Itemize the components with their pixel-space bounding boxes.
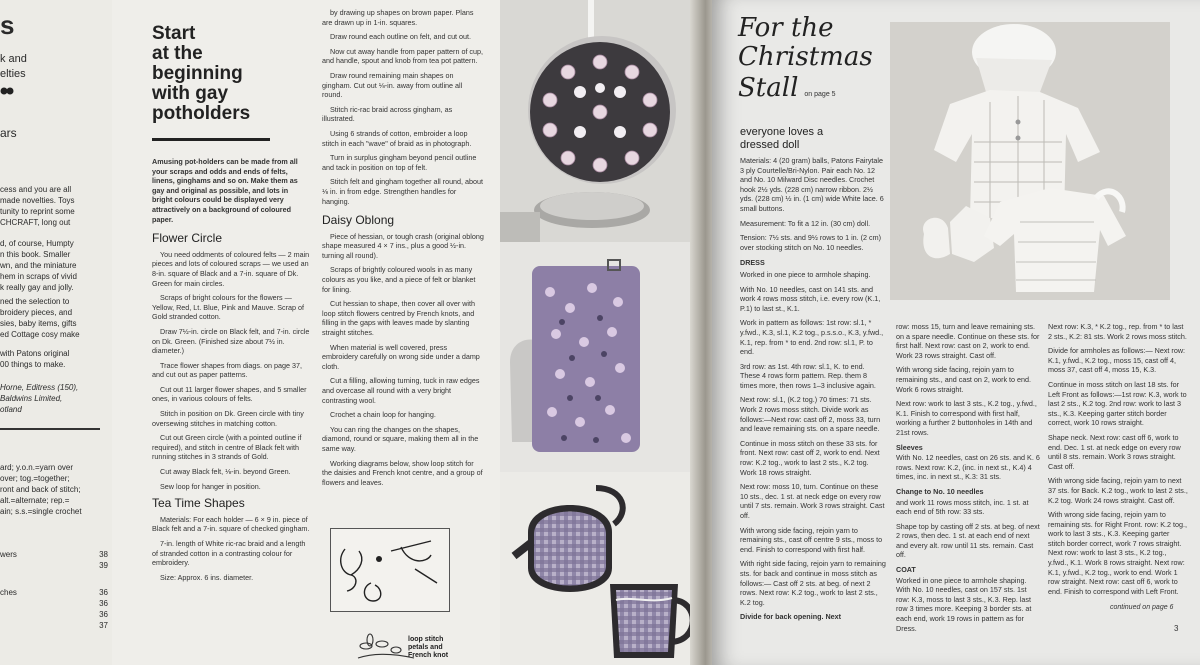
pattern-paragraph: Continue in moss stitch on last 18 sts. for Left Front as follows:—1st row: K.3, work to last 2 sts., K.2 tog. 2nd row: work to last 3 sts., K.3. Keeping garter stitch border correct, work 10 rows straight.	[1048, 379, 1187, 428]
edge-divider	[0, 428, 100, 430]
potholders-page	[112, 0, 712, 665]
coat-heading: COAT	[896, 565, 916, 575]
pattern-paragraph: With No. 10 needles, cast on 141 sts. and work 4 rows moss stitch, i.e. every row (K.1, P.1) to last st., K.1.	[740, 284, 881, 313]
flower-circle-photo	[500, 0, 708, 242]
edge-text-a	[0, 52, 108, 82]
pattern-paragraph: With wrong side facing, rejoin yarn to remaining sts., and cast on 2, work to end. Work 6 rows straight.	[896, 365, 1032, 394]
title-line: with gay	[152, 83, 229, 104]
body-paragraph: Trace flower shapes from diags. on page 37, and cut out as paper patterns.	[152, 360, 302, 380]
sleeves-heading: Sleeves	[896, 442, 923, 452]
index-row	[0, 550, 108, 561]
index-label: ches	[0, 588, 17, 597]
edge-line: ed Cottage cosy make	[0, 330, 80, 339]
title-line: Christmas	[738, 42, 873, 72]
index-num: 38	[99, 550, 108, 559]
pattern-column-1	[740, 156, 886, 656]
edge-line: tunity to reprint some	[0, 207, 75, 216]
stitch-diagram-icon	[331, 529, 449, 611]
edge-text-b	[0, 128, 108, 139]
edge-line: 00 things to make.	[0, 360, 66, 369]
edge-text-g	[0, 382, 108, 415]
flower-circle-heading: Flower Circle	[152, 231, 223, 246]
infinity-logo	[0, 84, 12, 98]
edge-line: sies, baby items, gifts	[0, 319, 77, 328]
body-paragraph: Cut out Green circle (with a pointed outline if required), and stitch in centre of Black felt with running stitches in 3 strands of Gold.	[152, 433, 302, 462]
index-num: 36	[99, 599, 108, 608]
pattern-paragraph: Next row: work to last 3 sts., K.2 tog., y.fwd., K.1. Finish to correspond with first half, working a further 2 buttonholes in 14th and 21st rows.	[896, 399, 1037, 437]
edge-line: elties	[0, 68, 26, 80]
pattern-paragraph: Work in pattern as follows: 1st row: sl.1, * y.fwd., K.3, sl.1, K.2 tog., p.s.s.o., K.3, y.fwd., K.1, rep. from * to end. 2nd row: sl.1, P. to end.	[740, 318, 884, 357]
edge-line: over; tog.=together;	[0, 474, 70, 483]
edge-line: d, of course, Humpty	[0, 239, 74, 248]
pattern-paragraph: With wrong side facing, rejoin yarn to remaining sts. for Right Front. row: K.2 tog., work to last 3 sts., K.3. Keeping garter stitch border correct, work 7 rows straight. Next row: work to last 3 sts., K.2 tog., y.fwd., K.1. Work 8 rows straight. Next row: K.1, y.fwd., K.2 tog., work to end. Work 1 row straight. Next row: cast off 6, work to end. Finish to correspond with Left Front.	[1048, 510, 1188, 596]
diagram-caption	[408, 636, 448, 660]
body-paragraph: Stitch felt and gingham together all round, about ⅛ in. in from edge. Strengthen handles for hanging.	[322, 177, 484, 206]
edge-line: Baldwins Limited,	[0, 394, 63, 403]
christmas-page	[712, 0, 1200, 665]
title-line: For the	[738, 13, 834, 43]
pattern-paragraph: With right side facing, rejoin yarn to remaining sts. for back and continue in moss stitch as follows:— Cast off 2 sts. at beg. of next 2 rows. Next row: K.2 tog., work to last 2 sts., K.2 tog.	[740, 559, 886, 607]
edge-line: ard; y.o.n.=yarn over	[0, 463, 73, 472]
materials-paragraph: Materials: 4 (20 gram) balls, Patons Fairytale 3 ply Courtelle/Bri-Nylon. Pair each No. 12 and No. 10 Milward Disc needles. Crochet hook 2½ yds. (228 cm) narrow ribbon. 2½ yds. (228 cm) ½ in. (1 cm) wide White lace. 6 small buttons.	[740, 156, 884, 213]
flower-sketch	[356, 632, 416, 662]
pattern-paragraph: 3rd row: as 1st. 4th row: sl.1, K. to end. These 4 rows form pattern. Rep. them 8 times more, then rows 1–3 inclusive again.	[740, 361, 876, 390]
title-line: potholders	[152, 103, 251, 124]
doll-clothes-photo	[890, 22, 1170, 300]
edge-line: ars	[0, 128, 17, 139]
article-title	[152, 24, 310, 124]
body-paragraph: Materials: For each holder — 6 × 9 in. piece of Black felt and a 7-in. square of checked gingham.	[152, 514, 310, 534]
caption-line: French knot	[408, 652, 449, 659]
subtitle-line: dressed doll	[740, 139, 800, 151]
title-line: at the	[152, 43, 203, 64]
body-paragraph: 7-in. length of White ric-rac braid and a length of stranded cotton in a contrasting colour for embroidery.	[152, 539, 306, 568]
edge-letter: s	[0, 10, 15, 40]
continued-note: continued on page 6	[1110, 604, 1174, 611]
page-ref: on page 5	[804, 91, 836, 98]
edge-line: hem in scraps of vivid	[0, 272, 77, 281]
body-paragraph: Cut hessian to shape, then cover all over with loop stitch flowers centred by French knots, and filling in the gaps with leaves made by slanting straight stitches.	[322, 299, 476, 338]
pattern-paragraph: Divide for armholes as follows:— Next row: K.1, y.fwd., K.2 tog., moss 15, cast off 4, moss 37, cast off 4, moss 15, K.3.	[1048, 346, 1186, 375]
pattern-paragraph: Shape top by casting off 2 sts. at beg. of next 2 rows, then dec. 1 st. at each end of next and every alt. row until 11 sts. remain. Cast off.	[896, 521, 1040, 560]
body-paragraph: Sew loop for hanger in position.	[160, 481, 261, 491]
index-num: 36	[99, 588, 108, 597]
left-page-edge	[0, 0, 113, 665]
index-row	[0, 561, 108, 572]
body-paragraph: You need oddments of coloured felts — 2 main pieces and lots of coloured scraps — we used an 8-in. square of Black and a 7-in. square of Dk. Green for main circles.	[152, 249, 310, 288]
edge-text-c	[0, 184, 108, 228]
body-paragraph: by drawing up shapes on brown paper. Plans are drawn up in 1-in. squares.	[322, 8, 474, 27]
change-needles-heading: Change to No. 10 needles	[896, 486, 984, 496]
body-paragraph: Cut out 11 larger flower shapes, and 5 smaller ones, in various colours of felts.	[152, 384, 307, 404]
index-num: 36	[99, 610, 108, 619]
page-number: 3	[1174, 624, 1179, 633]
body-paragraph: Using 6 strands of cotton, embroider a loop stitch in each "wave" of braid as in photograph.	[322, 128, 472, 148]
edge-line: CHCRAFT, long out	[0, 218, 71, 227]
tea-time-heading: Tea Time Shapes	[152, 496, 245, 511]
pattern-paragraph: and work 11 rows moss stitch, inc. 1 st. at each end of 5th row: 33 sts.	[896, 497, 1029, 517]
pattern-column-3	[1048, 322, 1188, 612]
pattern-paragraph: With wrong side facing, rejoin yarn to remaining sts., cast off centre 9 sts., moss to end. Finish to correspond with first half.	[740, 525, 883, 554]
title-rule	[152, 138, 270, 141]
stitch-diagram	[330, 528, 450, 612]
edge-line: cess and you are all	[0, 185, 72, 194]
body-paragraph: Cut a filling, allowing turning, tuck in raw edges and overcase all round with a very bright contrasting wool.	[322, 376, 480, 405]
edge-text-d	[0, 238, 108, 293]
pattern-paragraph: Divide for back opening. Next	[740, 612, 842, 622]
pattern-paragraph: Worked in one piece to armhole shaping.	[740, 269, 871, 279]
pattern-paragraph: With wrong side facing, rejoin yarn to next 37 sts. for Back. K.2 tog., work to last 2 sts., K.2 tog. Work 24 rows straight. Cast off.	[1048, 476, 1188, 505]
caption-line: loop stitch	[408, 636, 444, 643]
edge-line: ain; s.s.=single crochet	[0, 507, 82, 516]
index-row	[0, 621, 108, 632]
subtitle-line: everyone loves a	[740, 126, 824, 138]
edge-line: ned the selection to	[0, 297, 70, 306]
body-paragraph: Scraps of bright colours for the flowers — Yellow, Red, Lt. Blue, Pink and Mauve. Scrap of Gold stranded cotton.	[152, 293, 304, 322]
edge-line: k and	[0, 53, 27, 65]
edge-line: alt.=alternate; rep.=	[0, 496, 70, 505]
tea-time-photo	[500, 472, 708, 665]
daisy-oblong-heading: Daisy Oblong	[322, 213, 395, 228]
pattern-paragraph: Shape neck. Next row: cast off 6, work to end. Dec. 1 st. at neck edge on every row until 8 sts. remain. Work 3 rows straight. Cast off.	[1048, 432, 1181, 471]
daisy-oblong-photo	[500, 242, 708, 472]
edge-line: with Patons original	[0, 349, 70, 358]
edge-line: n this book. Smaller	[0, 250, 71, 259]
edge-text-h	[0, 462, 108, 517]
body-paragraph: Turn in surplus gingham beyond pencil outline and tack in position on top of felt.	[322, 153, 477, 172]
edge-text-e	[0, 296, 108, 340]
index-row	[0, 588, 108, 599]
pattern-column-2	[896, 322, 1042, 652]
body-paragraph: Draw 7½-in. circle on Black felt, and 7-in. circle on Dk. Green. (Finished size about 7½ in. diameter.)	[152, 326, 310, 356]
index-label: wers	[0, 550, 17, 559]
dress-heading: DRESS	[740, 258, 765, 268]
body-paragraph: When material is well covered, press embroidery carefully on wrong side under a damp cloth.	[322, 342, 480, 371]
body-paragraph: Size: Approx. 6 ins. diameter.	[160, 572, 254, 582]
title-line-row	[738, 72, 898, 105]
title-line: beginning	[152, 63, 243, 84]
pattern-paragraph: Continue in moss stitch on these 33 sts. for front. Next row: cast off 2, work to end. Next row: K.2 tog., work to last 2 sts., K.2 tog. Work 18 rows straight.	[740, 438, 880, 477]
edge-line: Horne, Editress (150),	[0, 383, 79, 392]
caption-line: petals and	[408, 644, 443, 651]
pattern-paragraph: Next row: sl.1, (K.2 tog.) 70 times: 71 sts. Work 2 rows moss stitch. Divide work as follows:—Next row: cast off 2, moss 33, turn and leave remaining sts. on a spare needle.	[740, 395, 881, 434]
column-1	[152, 24, 310, 664]
body-paragraph: Scraps of brightly coloured wools in as many colours as you like, and a piece of felt or blanket for lining.	[322, 265, 476, 294]
pattern-paragraph: Next row: K.3, * K.2 tog., rep. from * to last 2 sts., K.2: 81 sts. Work 2 rows moss stitch.	[1048, 322, 1187, 341]
intro-paragraph: Amusing pot-holders can be made from all your scraps and odds and ends of felts, linens, ginghams and so on. Make them as gay and original as possible, and lots in bright colours could be displayed very attractively on a background of coloured paper.	[152, 157, 298, 224]
body-paragraph: Working diagrams below, show loop stitch for the daisies and French knot centre, and a group of flowers and leaves.	[322, 458, 483, 487]
body-paragraph: Crochet a chain loop for hanging.	[330, 410, 436, 420]
pattern-paragraph: Worked in one piece to armhole shaping. With No. 10 needles, cast on 157 sts. 1st row: K.3, moss to last 3 sts., K.3. Rep. last row 3 times more. Keeping 3 border sts. at each end, work 19 rows in pattern as for Dress.	[896, 575, 1032, 633]
edge-line: otland	[0, 405, 22, 414]
edge-line: broidery pieces, and	[0, 308, 73, 317]
title-line: Start	[152, 24, 196, 44]
edge-line: wn, and the miniature	[0, 261, 77, 270]
body-paragraph: You can ring the changes on the shapes, diamond, round or square, making them all in the same way.	[322, 424, 479, 453]
measurement-paragraph: Measurement: To fit a 12 in. (30 cm) doll.	[740, 218, 871, 228]
edge-index	[0, 550, 108, 632]
body-paragraph: Now cut away handle from paper pattern of cup, and handle, spout and knob from tea pot pattern.	[322, 46, 484, 66]
christmas-title	[738, 14, 898, 105]
tension-paragraph: Tension: 7½ sts. and 9½ rows to 1 in. (2 cm) over stocking stitch on No. 10 needles.	[740, 233, 882, 252]
index-row	[0, 610, 108, 621]
pattern-paragraph: Next row: moss 10, turn. Continue on these 10 sts., dec. 1 st. at neck edge on every row until 7 sts. remain. Work 3 rows straight. Cast off.	[740, 482, 885, 520]
body-paragraph: Draw round remaining main shapes on gingham. Cut out ⅛-in. away from outline all round.	[322, 70, 463, 100]
body-paragraph: Cut away Black felt, ⅛-in. beyond Green.	[160, 467, 291, 477]
body-paragraph: Draw round each outline on felt, and cut out.	[330, 32, 472, 42]
body-paragraph: Piece of hessian, or tough crash (original oblong shape measured 4 × 7 ins., plus a good ½-in. turning all round).	[322, 231, 484, 260]
edge-line: k really gay and jolly.	[0, 283, 74, 292]
subtitle	[740, 126, 823, 152]
body-paragraph: Stitch ric-rac braid across gingham, as illustrated.	[322, 104, 453, 124]
index-num: 39	[99, 561, 108, 570]
pattern-paragraph: row: moss 15, turn and leave remaining sts. on a spare needle. Continue on these sts. for first half. Next row: cast on 2, work to end. Work 23 rows straight. Cast off.	[896, 322, 1040, 360]
edge-line: made novelties. Toys	[0, 196, 75, 205]
pattern-paragraph: With No. 12 needles, cast on 26 sts. and K. 6 rows. Next row: K.2, (inc. in next st., K.4) 4 times, inc. in next st., K.3: 31 sts.	[896, 453, 1040, 482]
index-num: 37	[99, 621, 108, 630]
index-row	[0, 599, 108, 610]
edge-line: ront and back of stitch;	[0, 485, 81, 494]
title-line: Stall	[738, 73, 799, 103]
body-paragraph: Stitch in position on Dk. Green circle with tiny oversewing stitches in matching cotton.	[152, 409, 304, 428]
edge-text-f	[0, 348, 108, 370]
